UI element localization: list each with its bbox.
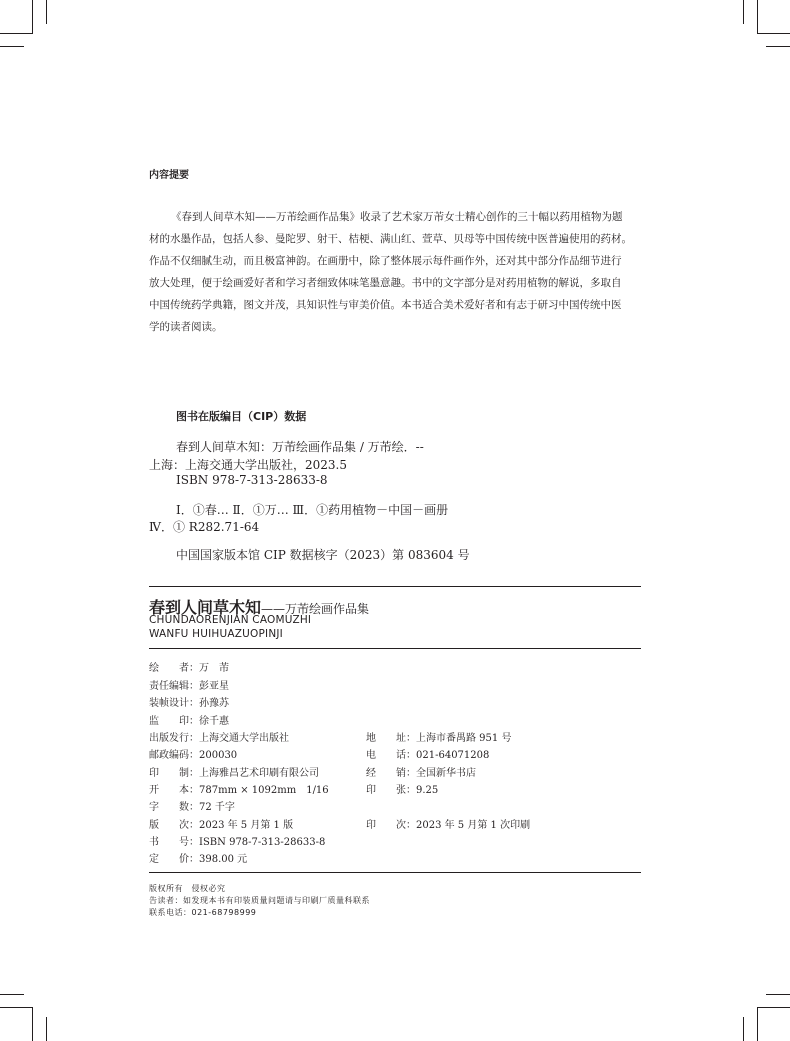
info-value: 200030 [199,750,238,761]
book-title-pinyin: WANFU HUIHUAZUOPINJI [149,628,283,640]
crop-mark [766,994,790,995]
contact-phone: 联系电话：021-68798999 [149,908,257,917]
info-value: 上海市番禺路 951 号 [416,733,512,744]
reader-notice: 告读者：如发现本书有印装质量问题请与印刷厂质量科联系 [149,896,370,905]
info-label: 印 张： [366,785,416,796]
crop-mark [758,1007,790,1008]
crop-mark [32,0,33,34]
copyright-notice: 版权所有 侵权必究 [149,884,226,893]
info-label: 电 话： [366,750,416,761]
editor-row [149,677,229,692]
format-row [149,781,329,796]
info-value: 全国新华书店 [416,768,476,779]
crop-mark [0,994,24,995]
divider [149,648,641,649]
cip-heading: 图书在版编目（CIP）数据 [176,410,307,423]
info-value: 021-64071208 [416,750,490,761]
info-label: 开 本： [149,785,199,796]
cip-line: Ⅳ．① R282.71-64 [149,520,260,534]
info-label: 装帧设计： [149,698,199,709]
words-row [149,798,235,813]
info-value: 787mm × 1092mm 1/16 [199,785,329,796]
info-label: 监 印： [149,716,199,727]
postcode-row [149,746,237,761]
cip-line: 中国国家版本馆 CIP 数据核字（2023）第 083604 号 [176,548,470,562]
summary-line: 学的读者阅读。 [149,321,223,333]
cip-line: 上海：上海交通大学出版社，2023.5 [149,458,347,472]
summary-line: 放大处理，便于绘画爱好者和学习者细致体味笔墨意趣。书中的文字部分是对药用植物的解说，多取自 [149,277,622,289]
design-row [149,694,229,709]
print-row [149,764,319,779]
info-label: 邮政编码： [149,750,199,761]
summary-heading: 内容提要 [149,170,189,181]
info-label: 定 价： [149,854,199,865]
info-value: 徐千惠 [199,716,229,727]
info-label: 版 次： [149,820,199,831]
info-value: 上海交通大学出版社 [199,733,289,744]
crop-mark [758,33,790,34]
info-value: 9.25 [416,785,439,796]
info-label: 绘 者： [149,663,199,674]
address-row [366,729,511,744]
price-row [149,850,247,865]
info-value: 72 千字 [199,802,235,813]
info-label: 责任编辑： [149,681,199,692]
divider [149,586,641,587]
divider [149,872,641,873]
book-title-main: 春到人间草木知 [149,598,262,617]
crop-mark [766,46,790,47]
author-row [149,659,229,674]
crop-mark [0,33,32,34]
printing-row [366,816,530,831]
info-value: 上海雅昌艺术印刷有限公司 [199,768,319,779]
crop-mark [757,0,758,34]
cip-line: ISBN 978-7-313-28633-8 [176,473,328,487]
crop-mark [0,46,24,47]
crop-mark [46,0,47,24]
cip-line: 春到人间草木知：万芾绘画作品集 / 万芾绘．-- [176,440,424,454]
info-label: 书 号： [149,837,199,848]
book-title-sub: ——万芾绘画作品集 [261,602,370,616]
info-label: 印 次： [366,820,416,831]
summary-line: 《春到人间草木知——万芾绘画作品集》收录了艺术家万芾女士精心创作的三十幅以药用植物为题 [171,211,623,223]
summary-line: 材的水墨作品，包括人参、曼陀罗、射干、桔梗、满山红、萱草、贝母等中国传统中医普遍使用的药材。 [149,233,632,245]
info-value: 2023 年 5 月第 1 版 [199,820,294,831]
info-value: ISBN 978-7-313-28633-8 [199,837,326,848]
info-value: 2023 年 5 月第 1 次印刷 [416,820,531,831]
crop-mark [32,1007,33,1041]
edition-row [149,816,293,831]
info-value: 398.00 元 [199,854,248,865]
isbn-row [149,833,325,848]
sheets-row [366,781,438,796]
phone-row [366,746,489,761]
info-label: 经 销： [366,768,416,779]
info-label: 字 数： [149,802,199,813]
info-value: 万 芾 [199,663,229,674]
supervise-row [149,712,229,727]
crop-mark [743,0,744,24]
info-label: 印 制： [149,768,199,779]
crop-mark [0,1007,32,1008]
summary-line: 作品不仅细腻生动，而且极富神韵。在画册中，除了整体展示每件画作外，还对其中部分作品细节进行 [149,255,622,267]
crop-mark [46,1017,47,1041]
sales-row [366,764,476,779]
summary-line: 中国传统药学典籍，图文并茂，具知识性与审美价值。本书适合美术爱好者和有志于研习中国传统中医 [149,299,622,311]
publisher-row [149,729,289,744]
book-title-pinyin: CHUNDAORENJIAN CAOMUZHI [149,614,312,626]
crop-mark [743,1017,744,1041]
info-label: 地 址： [366,733,416,744]
crop-mark [757,1007,758,1041]
cip-line: Ⅰ．①春… Ⅱ．①万… Ⅲ．①药用植物－中国－画册 [176,503,449,517]
info-value: 孙豫苏 [199,698,229,709]
summary-paragraph [149,206,639,338]
info-label: 出版发行： [149,733,199,744]
info-value: 彭亚星 [199,681,229,692]
